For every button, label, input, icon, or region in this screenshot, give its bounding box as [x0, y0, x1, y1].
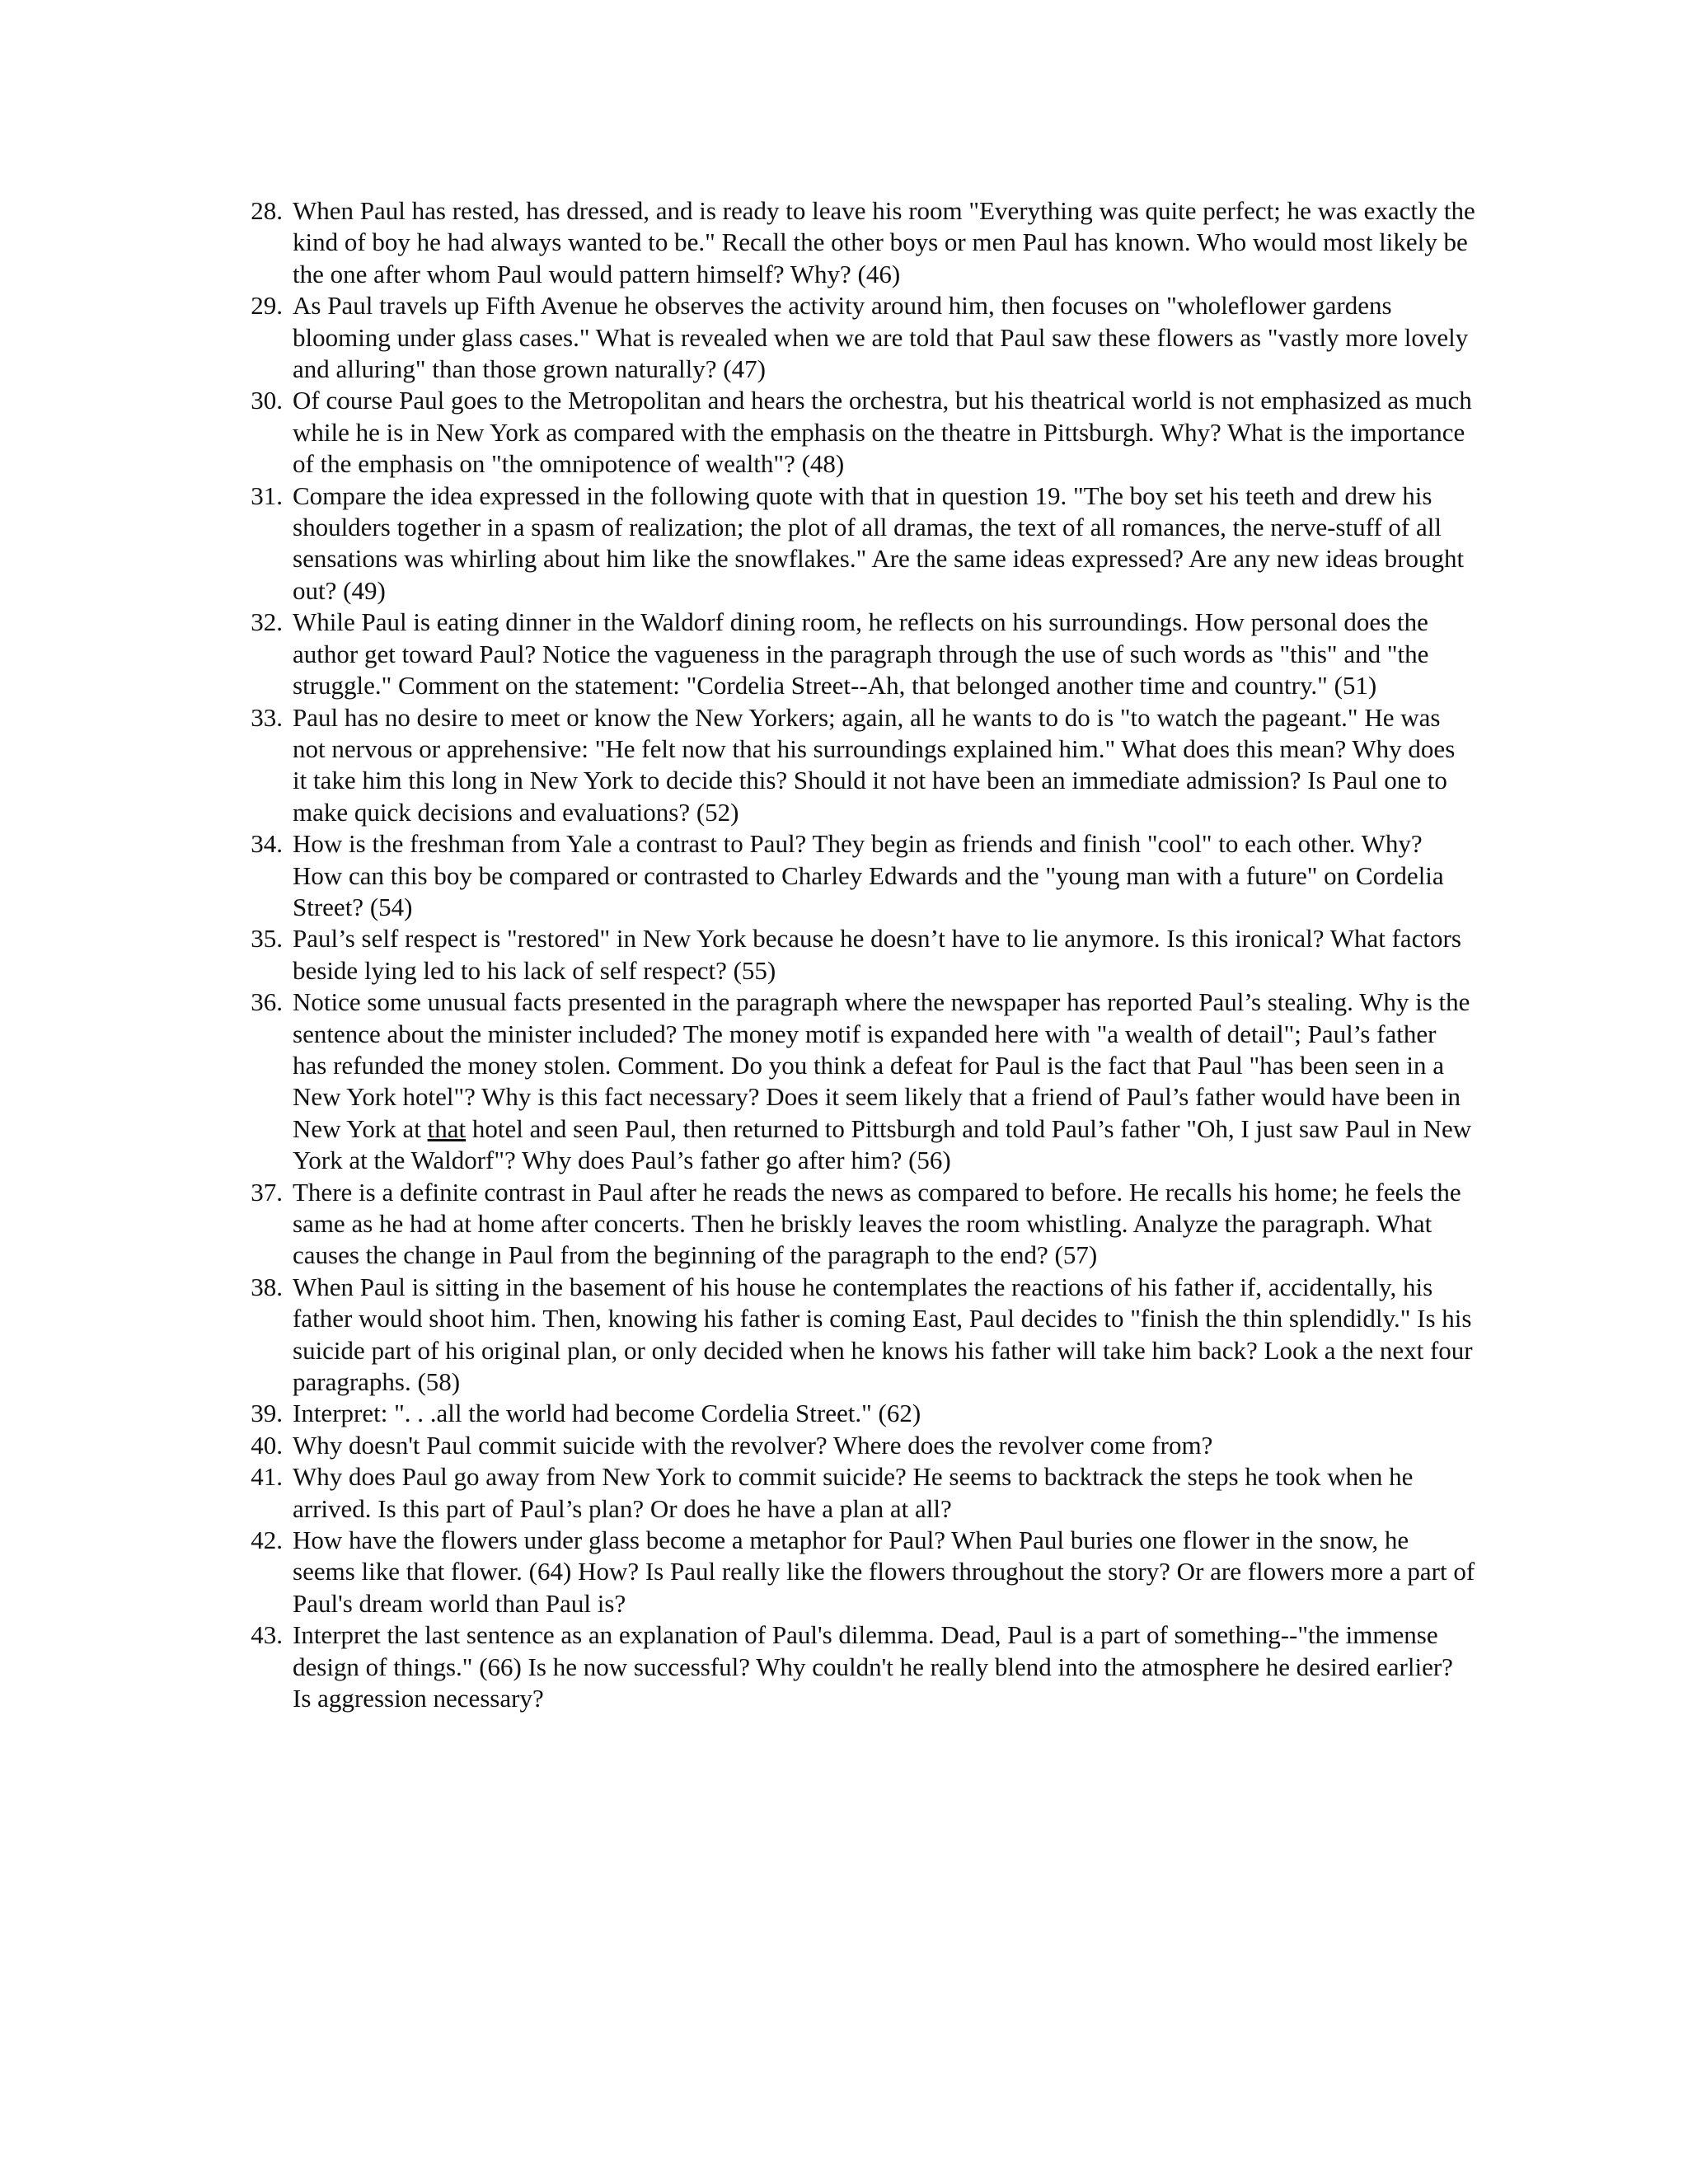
question-text: There is a definite contrast in Paul after he reads the news as compared to before. He recalls his home; he feels the same as he had at home after concerts. Then he briskly leaves the room whistling. Analyze the paragraph. What causes the change in Paul from the beginning of the paragraph to the end? (57)	[293, 1177, 1461, 1270]
question-list	[241, 195, 1475, 1715]
question-number: 28.	[251, 196, 283, 225]
question-item-41	[241, 1461, 1475, 1525]
question-item-29	[241, 290, 1475, 385]
question-text: Why does Paul go away from New York to commit suicide? He seems to backtrack the steps he took when he arrived. Is this part of Paul’s plan? Or does he have a plan at all?	[293, 1462, 1414, 1523]
question-number: 33.	[251, 702, 283, 732]
question-number: 34.	[251, 829, 283, 859]
question-item-39	[241, 1398, 1475, 1429]
question-item-30	[241, 385, 1475, 480]
question-item-28	[241, 195, 1475, 290]
question-text: Why doesn't Paul commit suicide with the revolver? Where does the revolver come from?	[293, 1430, 1213, 1460]
question-item-31	[241, 480, 1475, 607]
question-number: 35.	[251, 924, 283, 954]
question-number: 31.	[251, 480, 283, 510]
question-item-42	[241, 1525, 1475, 1619]
question-number: 39.	[251, 1399, 283, 1428]
question-text: When Paul has rested, has dressed, and is ready to leave his room "Everything was quite perfect; he was exactly the kind of boy he had always wanted to be." Recall the other boys or men Paul has known. Who would most likely be the one after whom Paul would pattern himself? Why? (46)	[293, 196, 1475, 288]
question-item-36	[241, 987, 1475, 1176]
question-text: How have the flowers under glass become a metaphor for Paul? When Paul buries one flower in the snow, he seems like that flower. (64) How? Is Paul really like the flowers throughout the story? Or are flowers more a part of Paul's dream world than Paul is?	[293, 1526, 1475, 1618]
question-item-38	[241, 1272, 1475, 1399]
question-text: Interpret the last sentence as an explanation of Paul's dilemma. Dead, Paul is a part of something--"the immense design of things." (66) Is he now successful? Why couldn't he really blend into the atmosphere he desired earlier? Is aggression necessary?	[293, 1620, 1453, 1713]
question-item-43	[241, 1619, 1475, 1714]
question-number: 29.	[251, 291, 283, 321]
question-text: Paul has no desire to meet or know the New Yorkers; again, all he wants to do is "to watch the pageant." He was not nervous or apprehensive: "He felt now that his surroundings explained him." What does this mean? Why does it take him this long in New York to decide this? Should it not have been an immediate admission? Is Paul one to make quick decisions and evaluations? (52)	[293, 702, 1456, 827]
question-number: 43.	[251, 1620, 283, 1650]
question-number: 36.	[251, 987, 283, 1017]
question-number: 32.	[251, 607, 283, 637]
question-number: 30.	[251, 386, 283, 415]
question-text: While Paul is eating dinner in the Waldorf dining room, he reflects on his surroundings. How personal does the author get toward Paul? Notice the vagueness in the paragraph through the use of such words as "this" and "the struggle." Comment on the statement: "Cordelia Street--Ah, that belonged another time and country." (51)	[293, 607, 1429, 701]
question-item-37	[241, 1177, 1475, 1272]
question-number: 37.	[251, 1177, 283, 1207]
question-item-32	[241, 607, 1475, 701]
question-text	[293, 987, 1475, 1176]
question-number: 42.	[251, 1526, 283, 1555]
question-text: Interpret: ". . .all the world had become Cordelia Street." (62)	[293, 1399, 921, 1428]
question-text-part: Notice some unusual facts presented in the paragraph where the newspaper has reported Paul’s stealing. Why is the sentence about the minister included? The money motif is expanded here with "a wealth of detail"; Paul’s father has refunded the money stolen. Comment. Do you think a defeat for Paul is the fact that Paul "has been seen in a New York hotel"? Why is this fact necessary? Does it seem likely that a friend of Paul’s father would have been in New York at	[293, 987, 1470, 1143]
question-item-40	[241, 1430, 1475, 1461]
question-number: 41.	[251, 1462, 283, 1492]
question-text: As Paul travels up Fifth Avenue he observes the activity around him, then focuses on "wholeflower gardens blooming under glass cases." What is revealed when we are told that Paul saw these flowers as "vastly more lovely and alluring" than those grown naturally? (47)	[293, 291, 1469, 384]
question-text: How is the freshman from Yale a contrast to Paul? They begin as friends and finish "cool" to each other. Why? How can this boy be compared or contrasted to Charley Edwards and the "young man with a future" on Cordelia Street? (54)	[293, 829, 1444, 921]
question-number: 38.	[251, 1272, 283, 1301]
underlined-word: that	[427, 1113, 467, 1143]
question-text: When Paul is sitting in the basement of his house he contemplates the reactions of his father if, accidentally, his father would shoot him. Then, knowing his father is coming East, Paul decides to "finish the thin splendidly." Is his suicide part of his original plan, or only decided when he knows his father will take him back? Look a the next four paragraphs. (58)	[293, 1272, 1473, 1397]
question-text-part: hotel and seen Paul, then returned to Pittsburgh and told Paul’s father "Oh, I just saw Paul in New York at the Waldorf"? Why does Paul’s father go after him? (56)	[293, 1113, 1472, 1175]
question-item-35	[241, 923, 1475, 987]
question-item-33	[241, 702, 1475, 829]
question-number: 40.	[251, 1430, 283, 1460]
question-text: Of course Paul goes to the Metropolitan and hears the orchestra, but his theatrical world is not emphasized as much while he is in New York as compared with the emphasis on the theatre in Pittsburgh. Why? What is the importance of the emphasis on "the omnipotence of wealth"? (48)	[293, 386, 1472, 479]
question-text: Compare the idea expressed in the following quote with that in question 19. "The boy set his teeth and drew his shoulders together in a spasm of realization; the plot of all dramas, the text of all romances, the nerve-stuff of all sensations was whirling about him like the snowflakes." Are the same ideas expressed? Are any new ideas brought out? (49)	[293, 480, 1465, 605]
question-text: Paul’s self respect is "restored" in New York because he doesn’t have to lie anymore. Is this ironical? What factors beside lying led to his lack of self respect? (55)	[293, 924, 1461, 985]
question-item-34	[241, 828, 1475, 923]
